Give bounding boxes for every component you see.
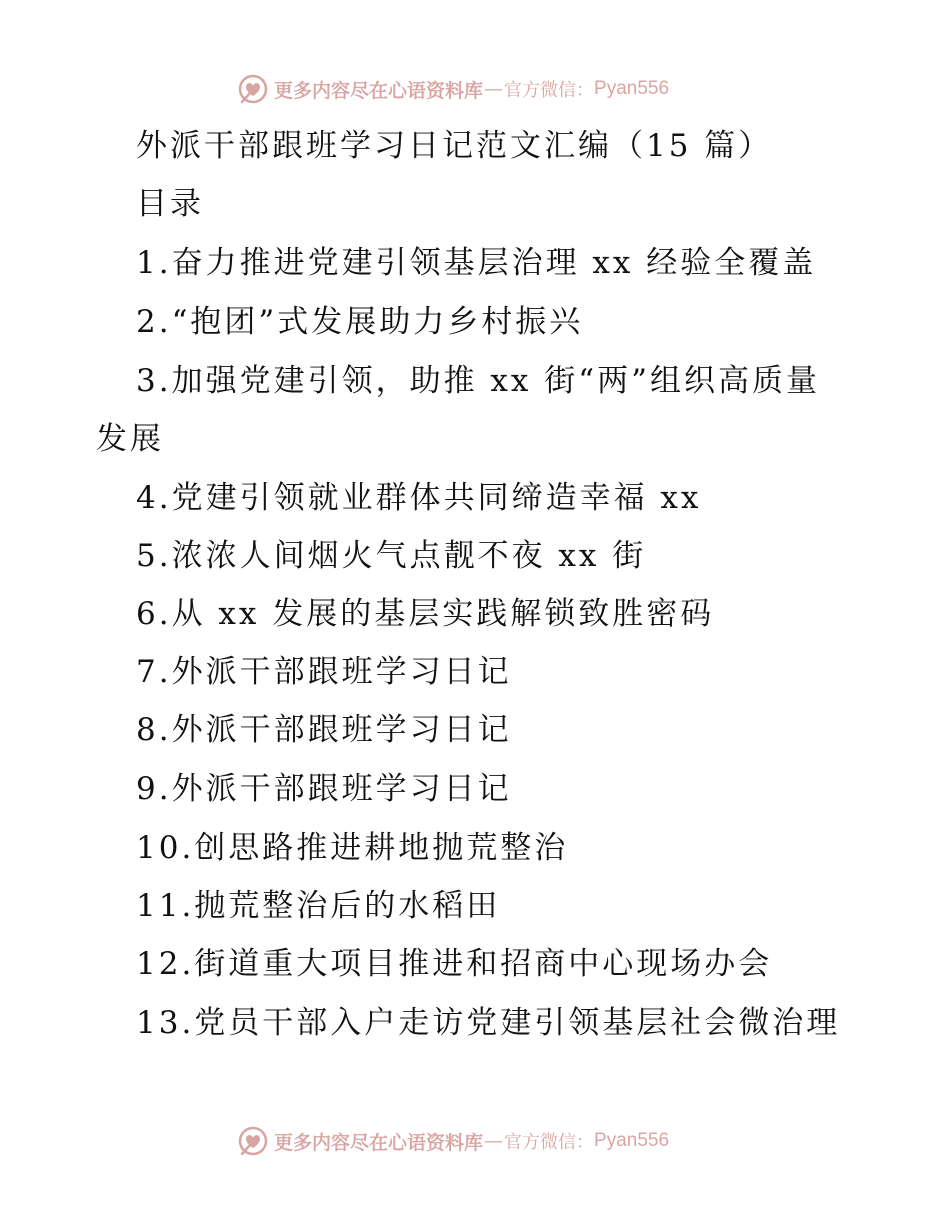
toc-heading: 目录 (136, 186, 204, 222)
heart-pen-logo-icon (236, 72, 270, 106)
toc-item: 7.外派干部跟班学习日记 (136, 654, 512, 690)
document-title: 外派干部跟班学习日记范文汇编（15 篇） (136, 128, 773, 164)
watermark-dash: — (484, 1130, 504, 1152)
watermark-site-text: 更多内容尽在心语资料库 (274, 1131, 484, 1154)
toc-item: 11.抛荒整治后的水稻田 (136, 888, 501, 924)
watermark-wechat-id: Pyan556 (594, 1130, 670, 1151)
toc-item-continuation: 发展 (96, 421, 164, 457)
toc-item: 13.党员干部入户走访党建引领基层社会微治理 (136, 1005, 841, 1041)
toc-item: 12.街道重大项目推进和招商中心现场办会 (136, 946, 773, 982)
toc-item: 4.党建引领就业群体共同缔造幸福 xx (136, 480, 702, 516)
watermark-wechat-label: 官方微信： (504, 1132, 595, 1153)
toc-item: 5.浓浓人间烟火气点靓不夜 xx 街 (136, 538, 647, 574)
watermark-banner-top (236, 72, 669, 106)
toc-item: 8.外派干部跟班学习日记 (136, 712, 512, 748)
toc-item: 1.奋力推进党建引领基层治理 xx 经验全覆盖 (136, 245, 817, 281)
toc-item: 9.外派干部跟班学习日记 (136, 771, 512, 807)
toc-item: 10.创思路推进耕地抛荒整治 (136, 830, 569, 866)
watermark-dash: — (484, 78, 504, 100)
watermark-site-text: 更多内容尽在心语资料库 (274, 79, 484, 102)
watermark-wechat-id: Pyan556 (594, 78, 670, 99)
watermark-banner-bottom (236, 1124, 669, 1158)
watermark-wechat-label: 官方微信： (504, 80, 595, 101)
toc-item: 6.从 xx 发展的基层实践解锁致胜密码 (136, 596, 715, 632)
toc-item: 3.加强党建引领，助推 xx 街“两”组织高质量 (136, 363, 820, 399)
heart-pen-logo-icon (236, 1124, 270, 1158)
toc-item: 2.“抱团”式发展助力乡村振兴 (136, 304, 584, 340)
